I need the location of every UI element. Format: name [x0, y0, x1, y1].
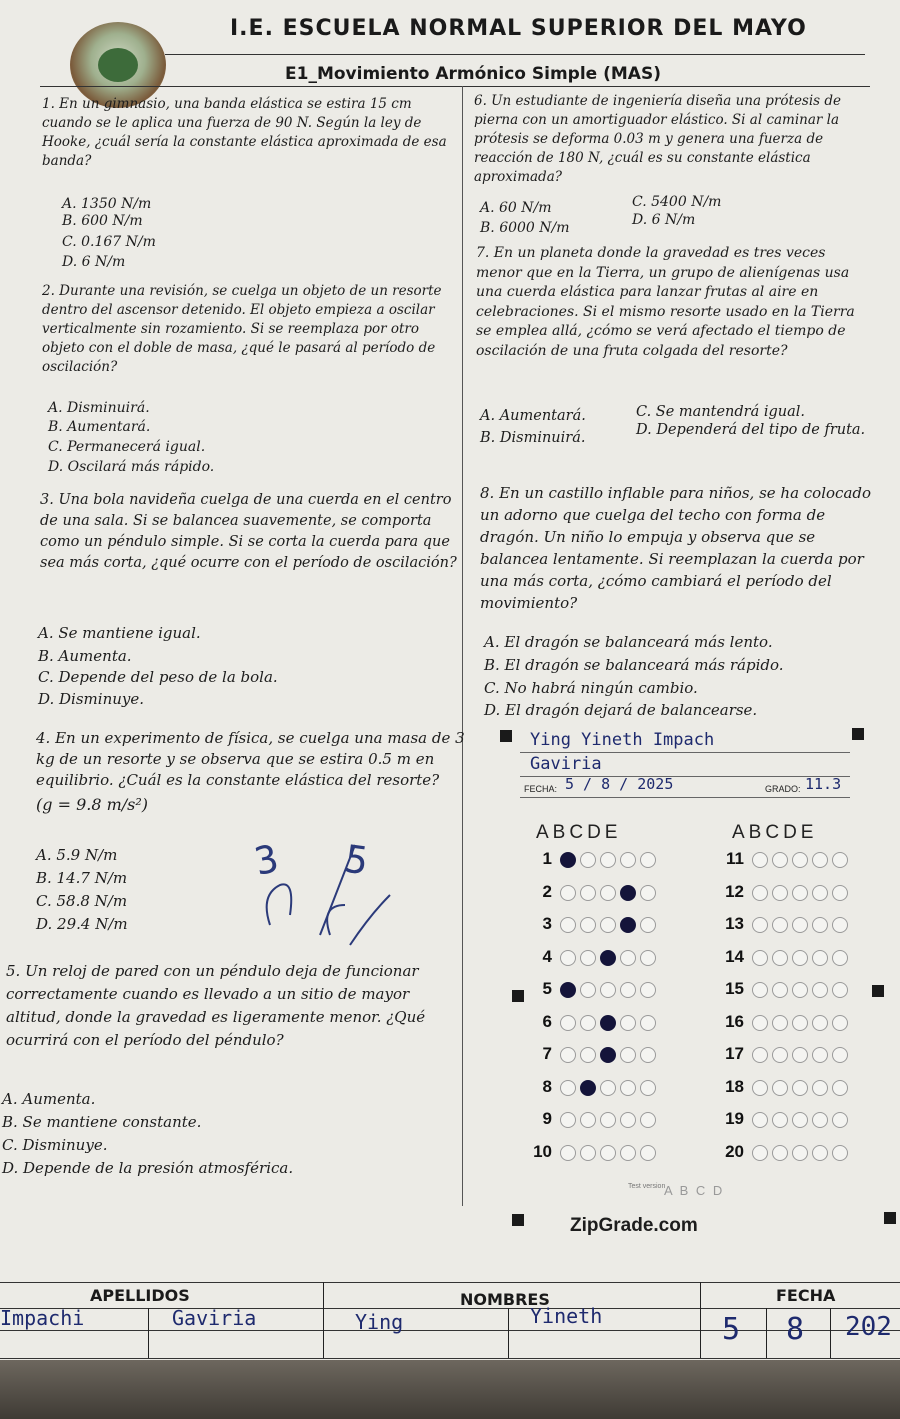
corner-mark — [884, 1212, 896, 1224]
corner-mark — [512, 1214, 524, 1226]
answer-bubble-17-C[interactable] — [792, 1047, 808, 1063]
scratch-number-3: 3 — [250, 836, 283, 884]
apellido-1: Impachi — [0, 1306, 85, 1330]
answer-number-18: 18 — [725, 1076, 744, 1096]
answer-bubble-14-B[interactable] — [772, 950, 788, 966]
answer-bubble-10-A[interactable] — [560, 1145, 576, 1161]
answer-bubble-14-D[interactable] — [812, 950, 828, 966]
answer-letters-left: ABCDE — [536, 822, 622, 843]
answer-bubble-17-E[interactable] — [832, 1047, 848, 1063]
answer-number-20: 20 — [725, 1141, 744, 1161]
q8-option-a: A. El dragón se balanceará más lento. — [484, 633, 773, 651]
answer-number-14: 14 — [725, 946, 744, 966]
answer-bubble-12-D[interactable] — [812, 885, 828, 901]
answer-bubble-7-E[interactable] — [640, 1047, 656, 1063]
nombre-2: Yineth — [530, 1304, 603, 1328]
answer-bubble-7-B[interactable] — [580, 1047, 596, 1063]
q2-option-a: A. Disminuirá. — [48, 400, 150, 416]
desk-background — [0, 1360, 900, 1419]
answer-bubble-5-E[interactable] — [640, 982, 656, 998]
answer-bubble-13-D[interactable] — [812, 917, 828, 933]
fecha-dia: 5 — [722, 1312, 741, 1347]
answer-bubble-8-B[interactable] — [580, 1080, 596, 1096]
question-1: 1. En un gimnasio, una banda elástica se estira 15 cm cuando se le aplica una fuerza de 90 N. Según la ley de Hooke, ¿cuál sería la constante elástica aproximada de esa banda? — [42, 96, 447, 169]
q7-option-a: A. Aumentará. — [480, 408, 586, 424]
answer-bubble-6-D[interactable] — [620, 1015, 636, 1031]
answer-bubble-1-B[interactable] — [580, 852, 596, 868]
answer-bubble-5-A[interactable] — [560, 982, 576, 998]
answer-bubble-4-B[interactable] — [580, 950, 596, 966]
answer-number-7: 7 — [542, 1044, 552, 1063]
q1-option-c: C. 0.167 N/m — [62, 234, 156, 250]
answer-bubble-5-D[interactable] — [620, 982, 636, 998]
fecha-label: FECHA: — [524, 784, 558, 794]
col-nombres: NOMBRES — [460, 1290, 550, 1309]
answer-bubble-7-C[interactable] — [600, 1047, 616, 1063]
table-col-divider — [766, 1308, 767, 1358]
answer-bubble-1-A[interactable] — [560, 852, 576, 868]
answer-bubble-2-D[interactable] — [620, 885, 636, 901]
fecha-mes: 8 — [786, 1312, 805, 1347]
answer-bubble-2-E[interactable] — [640, 885, 656, 901]
q6-option-d: D. 6 N/m — [632, 212, 696, 228]
answer-bubble-6-E[interactable] — [640, 1015, 656, 1031]
answer-bubble-17-D[interactable] — [812, 1047, 828, 1063]
question-2: 2. Durante una revisión, se cuelga un objeto de un resorte dentro del ascensor detenido. El objeto empieza a oscilar verticalmente sin rozamiento. Si se reemplaza por otro objeto con el doble de masa, ¿qué le pasará al período de oscilación? — [42, 283, 442, 375]
answer-bubble-9-D[interactable] — [620, 1112, 636, 1128]
q6-option-b: B. 6000 N/m — [480, 220, 570, 236]
answer-bubble-18-D[interactable] — [812, 1080, 828, 1096]
corner-mark — [852, 728, 864, 740]
answer-bubble-16-D[interactable] — [812, 1015, 828, 1031]
q1-option-b: B. 600 N/m — [62, 213, 143, 229]
question-7: 7. En un planeta donde la gravedad es tres veces menor que en la Tierra, un grupo de alienígenas usa una cuerda elástica para lanzar frutas al aire en celebraciones. Si el mismo resorte usado en la Tierra se emplea allá, ¿cómo se verá afectado el tiempo de oscilación de una fruta colgada del resorte? — [476, 245, 855, 359]
zipgrade-brand: ZipGrade.com — [570, 1215, 698, 1236]
question-5: 5. Un reloj de pared con un péndulo deja de funcionar correctamente cuando es llevado a un sitio de mayor altitud, donde la gravedad es ligeramente menor. ¿Qué ocurrirá con el período del péndulo? — [6, 962, 426, 1049]
q8-option-b: B. El dragón se balanceará más rápido. — [484, 656, 784, 674]
q7-option-c: C. Se mantendrá igual. — [636, 404, 806, 420]
table-bottom-rule — [0, 1358, 900, 1359]
answer-number-8: 8 — [542, 1076, 552, 1096]
answer-bubble-4-E[interactable] — [640, 950, 656, 966]
answer-bubble-5-C[interactable] — [600, 982, 616, 998]
answer-bubble-19-E[interactable] — [832, 1112, 848, 1128]
answer-bubble-9-A[interactable] — [560, 1112, 576, 1128]
scratch-marks — [250, 825, 420, 955]
student-surname: Gaviria — [530, 754, 602, 774]
answer-bubble-11-E[interactable] — [832, 852, 848, 868]
answer-bubble-19-D[interactable] — [812, 1112, 828, 1128]
col-apellidos: APELLIDOS — [90, 1286, 190, 1305]
q4-option-b: B. 14.7 N/m — [36, 869, 128, 887]
answer-bubble-5-B[interactable] — [580, 982, 596, 998]
q3-option-a: A. Se mantiene igual. — [38, 624, 201, 642]
answer-number-16: 16 — [725, 1011, 744, 1031]
answer-number-17: 17 — [725, 1044, 744, 1063]
nombre-1: Ying — [355, 1310, 404, 1334]
answer-bubble-15-D[interactable] — [812, 982, 828, 998]
answer-bubble-18-A[interactable] — [752, 1080, 768, 1096]
answer-bubble-13-E[interactable] — [832, 917, 848, 933]
q5-option-b: B. Se mantiene constante. — [2, 1113, 202, 1131]
answer-bubble-12-B[interactable] — [772, 885, 788, 901]
table-row-rule — [0, 1330, 900, 1331]
question-3: 3. Una bola navideña cuelga de una cuerda en el centro de una sala. Si se balancea suavemente, se comporta como un péndulo simple. Si se corta la cuerda para que sea más corta, ¿qué ocurre con el período de oscilación? — [40, 492, 457, 571]
answer-bubble-12-A[interactable] — [752, 885, 768, 901]
answer-bubble-6-B[interactable] — [580, 1015, 596, 1031]
answer-bubble-10-C[interactable] — [600, 1145, 616, 1161]
answer-bubble-16-A[interactable] — [752, 1015, 768, 1031]
answer-bubble-18-B[interactable] — [772, 1080, 788, 1096]
answer-bubble-14-E[interactable] — [832, 950, 848, 966]
q1-option-d: D. 6 N/m — [62, 254, 126, 270]
answer-bubble-8-A[interactable] — [560, 1080, 576, 1096]
q4-option-d: D. 29.4 N/m — [36, 915, 128, 933]
answer-bubble-9-C[interactable] — [600, 1112, 616, 1128]
table-col-divider — [830, 1308, 831, 1358]
answer-bubble-19-A[interactable] — [752, 1112, 768, 1128]
corner-mark — [872, 985, 884, 997]
table-col-divider — [148, 1308, 149, 1358]
fecha-anio: 202 — [845, 1312, 892, 1342]
table-col-divider — [508, 1308, 509, 1358]
q5-option-a: A. Aumenta. — [2, 1090, 96, 1108]
answer-bubble-10-D[interactable] — [620, 1145, 636, 1161]
q3-option-b: B. Aumenta. — [38, 647, 132, 665]
answer-bubble-18-C[interactable] — [792, 1080, 808, 1096]
col-fecha: FECHA — [776, 1286, 836, 1305]
answer-bubble-20-A[interactable] — [752, 1145, 768, 1161]
q6-option-a: A. 60 N/m — [480, 200, 552, 216]
answer-bubble-3-A[interactable] — [560, 917, 576, 933]
answer-bubble-1-E[interactable] — [640, 852, 656, 868]
answer-number-13: 13 — [725, 914, 744, 933]
answer-bubble-11-B[interactable] — [772, 852, 788, 868]
answer-bubble-2-C[interactable] — [600, 885, 616, 901]
answer-bubble-16-B[interactable] — [772, 1015, 788, 1031]
answer-number-9: 9 — [542, 1109, 552, 1128]
answer-bubble-17-A[interactable] — [752, 1047, 768, 1063]
answer-number-10: 10 — [533, 1141, 552, 1161]
answer-bubble-8-C[interactable] — [600, 1080, 616, 1096]
q4-option-c: C. 58.8 N/m — [36, 892, 128, 910]
answer-number-19: 19 — [725, 1109, 744, 1128]
answer-bubble-1-D[interactable] — [620, 852, 636, 868]
answer-bubble-8-D[interactable] — [620, 1080, 636, 1096]
answer-bubble-19-C[interactable] — [792, 1112, 808, 1128]
answer-bubble-6-C[interactable] — [600, 1015, 616, 1031]
q5-option-d: D. Depende de la presión atmosférica. — [2, 1159, 294, 1177]
answer-bubble-18-E[interactable] — [832, 1080, 848, 1096]
fecha-value: 5 / 8 / 2025 — [565, 775, 674, 793]
q2-option-c: C. Permanecerá igual. — [48, 439, 206, 455]
answer-bubble-17-B[interactable] — [772, 1047, 788, 1063]
answer-bubble-15-A[interactable] — [752, 982, 768, 998]
answer-bubble-15-E[interactable] — [832, 982, 848, 998]
answer-number-6: 6 — [542, 1011, 552, 1031]
answer-number-11: 11 — [726, 849, 744, 868]
q7-option-b: B. Disminuirá. — [480, 430, 586, 446]
question-8: 8. En un castillo inflable para niños, se ha colocado un adorno que cuelga del techo con forma de dragón. Un niño lo empuja y observa que se balancea lentamente. Si reemplazan la cuerda por una más corta, ¿cómo cambiará el período del movimiento? — [480, 484, 872, 612]
answer-bubble-3-C[interactable] — [600, 917, 616, 933]
answer-bubble-20-C[interactable] — [792, 1145, 808, 1161]
corner-mark — [500, 730, 512, 742]
answer-bubble-4-A[interactable] — [560, 950, 576, 966]
answer-bubble-12-C[interactable] — [792, 885, 808, 901]
answer-bubble-2-A[interactable] — [560, 885, 576, 901]
header-rule — [40, 86, 870, 87]
answer-bubble-11-C[interactable] — [792, 852, 808, 868]
grado-label: GRADO: — [765, 784, 801, 794]
q5-option-c: C. Disminuye. — [2, 1136, 108, 1154]
answer-bubble-11-D[interactable] — [812, 852, 828, 868]
q2-option-b: B. Aumentará. — [48, 419, 151, 435]
answer-bubble-1-C[interactable] — [600, 852, 616, 868]
answer-bubble-13-B[interactable] — [772, 917, 788, 933]
q1-option-a: A. 1350 N/m — [62, 196, 152, 212]
answer-bubble-8-E[interactable] — [640, 1080, 656, 1096]
answer-bubble-20-E[interactable] — [832, 1145, 848, 1161]
q7-option-d: D. Dependerá del tipo de fruta. — [636, 422, 866, 438]
answer-bubble-7-A[interactable] — [560, 1047, 576, 1063]
answer-bubble-16-C[interactable] — [792, 1015, 808, 1031]
answer-bubble-4-D[interactable] — [620, 950, 636, 966]
answer-bubble-14-A[interactable] — [752, 950, 768, 966]
q8-option-c: C. No habrá ningún cambio. — [484, 679, 698, 697]
student-name: Ying Yineth Impach — [530, 730, 715, 750]
q8-option-d: D. El dragón dejará de balancearse. — [484, 701, 758, 719]
answer-letters-right: ABCDE — [732, 822, 818, 843]
table-header-rule — [0, 1308, 900, 1309]
answer-bubble-9-E[interactable] — [640, 1112, 656, 1128]
answer-number-12: 12 — [725, 881, 744, 901]
question-4: 4. En un experimento de física, se cuelga una masa de 3 kg de un resorte y se observa que se estira 0.5 m en equilibrio. ¿Cuál es la constante elástica del resorte? — [36, 729, 465, 789]
name-line — [520, 752, 850, 753]
answer-bubble-3-B[interactable] — [580, 917, 596, 933]
answer-bubble-4-C[interactable] — [600, 950, 616, 966]
answer-bubble-6-A[interactable] — [560, 1015, 576, 1031]
apellido-2: Gaviria — [172, 1306, 257, 1330]
answer-bubble-10-E[interactable] — [640, 1145, 656, 1161]
answer-bubble-20-B[interactable] — [772, 1145, 788, 1161]
title-rule — [165, 54, 865, 55]
school-title: I.E. ESCUELA NORMAL SUPERIOR DEL MAYO — [230, 16, 807, 41]
answer-bubble-13-C[interactable] — [792, 917, 808, 933]
answer-bubble-20-D[interactable] — [812, 1145, 828, 1161]
answer-bubble-10-B[interactable] — [580, 1145, 596, 1161]
table-col-divider — [700, 1282, 701, 1358]
question-6: 6. Un estudiante de ingeniería diseña una prótesis de pierna con un amortiguador elástico. Si al caminar la prótesis se deforma 0.03 m y genera una fuerza de reacción de 180 N, ¿cuál es su constante elástica aproximada? — [474, 93, 842, 185]
key-version-bubbles: A B C D — [664, 1183, 725, 1198]
table-top-rule — [0, 1282, 900, 1283]
exam-subtitle: E1_Movimiento Armónico Simple (MAS) — [285, 64, 661, 84]
answer-bubble-2-B[interactable] — [580, 885, 596, 901]
answer-bubble-15-B[interactable] — [772, 982, 788, 998]
key-version-label: Test version — [628, 1183, 666, 1190]
answer-number-5: 5 — [542, 979, 552, 998]
answer-number-15: 15 — [725, 979, 744, 998]
answer-bubble-13-A[interactable] — [752, 917, 768, 933]
answer-bubble-11-A[interactable] — [752, 852, 768, 868]
answer-number-2: 2 — [542, 881, 552, 901]
answer-bubble-16-E[interactable] — [832, 1015, 848, 1031]
answer-number-4: 4 — [542, 946, 552, 966]
q6-option-c: C. 5400 N/m — [632, 194, 722, 210]
answer-bubble-3-E[interactable] — [640, 917, 656, 933]
q3-option-d: D. Disminuye. — [38, 690, 145, 708]
answer-number-3: 3 — [542, 914, 552, 933]
q4-option-a: A. 5.9 N/m — [36, 846, 118, 864]
table-col-divider — [323, 1282, 324, 1358]
answer-bubble-9-B[interactable] — [580, 1112, 596, 1128]
answer-bubble-19-B[interactable] — [772, 1112, 788, 1128]
q2-option-d: D. Oscilará más rápido. — [48, 459, 215, 475]
grado-value: 11.3 — [805, 775, 842, 793]
answer-bubble-15-C[interactable] — [792, 982, 808, 998]
answer-bubble-12-E[interactable] — [832, 885, 848, 901]
answer-number-1: 1 — [542, 849, 552, 868]
answer-bubble-14-C[interactable] — [792, 950, 808, 966]
q4-formula: (g = 9.8 m/s²) — [36, 795, 149, 814]
scratch-number-5: 5 — [342, 836, 371, 884]
q3-option-c: C. Depende del peso de la bola. — [38, 668, 278, 686]
answer-bubble-3-D[interactable] — [620, 917, 636, 933]
answer-bubble-7-D[interactable] — [620, 1047, 636, 1063]
date-line — [520, 797, 850, 798]
